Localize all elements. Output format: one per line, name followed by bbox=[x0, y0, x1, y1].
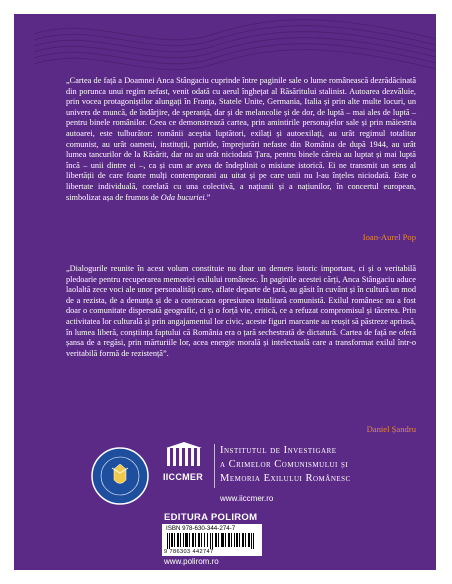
quote-1-italic-title: Oda bucuriei bbox=[160, 192, 205, 202]
blurb-quote-2 bbox=[66, 264, 416, 359]
quote-2-text: „Dialogurile reunite în acest volum constituie nu doar un demers istoric important, ci și o veritabilă pledoarie pentru recuperarea memoriei exilului românesc. În paginile acestei cărți, Anca Stângaciu aduce laolaltă zece voci ale unor personalități care, aflate departe de țară, au găsit în cuvânt și în cultură un mod de a rezista, de a denunța și de a contracara opresiunea totalitară comunistă. Exilul românesc nu a fost doar o comunitate dispersată geografic, ci și o forță vie, critică, ce a refuzat compromisul și tăcerea. Prin activitatea lor culturală și prin angajamentul lor civic, aceste figuri marcante au reușit să păstreze aprinsă, în lumea liberă, conștiința faptului că România era o țară sechestrată de dictatură. Cartea de față ne oferă șansa de a regăsi, prin mărturiile lor, acea energie morală și intelectuală care a transformat exilul într-o veritabilă formă de rezistență”. bbox=[66, 264, 416, 358]
quote-1-text: „Cartea de față a Doamnei Anca Stângaciu cuprinde între paginile sale o lume românească dezrădăcinată din porunca unui regim nefast, venit odată cu aerul înghețat al Răsăritului stalinist. Autoarea dezvăluie, prin vocea protagoniștilor alungați în Franța, Statele Unite, Germania, Italia și prin alte multe locuri, un univers de muncă, de îndârjire, de speranță, dar și de melancolie și de dor, de luptă – mai ales de luptă – pentru binele românilor. Ceea ce demonstrează cartea, prin amintirile personajelor sale și prin măiestria autoarei, este tulburător: românii aceștia luptători, exilați și autoexilați, au urât regimul totalitar comunist, au urât oameni, instituții, partide, împrejurări nefaste din România de după 1944, au urât lumea tancurilor de la Răsărit, dar nu au urât niciodată Țara, pentru binele căreia au luptat și mai luptă încă – unii dintre ei –, ca și cum ar avea de îndeplinit o misiune istorică. Ei ne transmit un sens al libertății de care foarte mulți contemporani au uitat și pe care unii nu l-au înțeles niciodată. Este o libertate individuală, corelată cu una colectivă, a națiunii și a națiunilor, în concertul european, simbolizat așa de frumos de bbox=[66, 76, 416, 202]
institute-name bbox=[220, 444, 351, 486]
institute-line-1: Institutul de Investigare bbox=[220, 445, 337, 456]
book-back-cover bbox=[14, 14, 436, 570]
government-emblem-logo bbox=[90, 446, 150, 506]
isbn-text: ISBN 978-630-344-274-7 bbox=[166, 525, 236, 532]
institute-url[interactable]: www.iiccmer.ro bbox=[220, 494, 274, 503]
publisher-url[interactable]: www.polirom.ro bbox=[164, 557, 219, 566]
quote-1-end: .” bbox=[204, 192, 211, 202]
isbn-barcode-block bbox=[162, 524, 262, 556]
barcode-icon bbox=[167, 533, 257, 549]
publisher-name: EDITURA POLIROM bbox=[164, 512, 258, 523]
divider bbox=[214, 444, 215, 488]
blurb-quote-1 bbox=[66, 76, 416, 203]
barcode-digits: 9 786303 442747 bbox=[164, 549, 214, 555]
institute-line-3: Memoria Exilului Românesc bbox=[220, 473, 351, 484]
iiccmer-logo-icon bbox=[164, 442, 204, 468]
quote-1-author: Ioan-Aurel Pop bbox=[362, 232, 416, 242]
quote-2-author: Daniel Șandru bbox=[366, 424, 416, 434]
institute-line-2: a Crimelor Comunismului și bbox=[220, 459, 349, 470]
iiccmer-label: IICCMER bbox=[162, 472, 204, 482]
